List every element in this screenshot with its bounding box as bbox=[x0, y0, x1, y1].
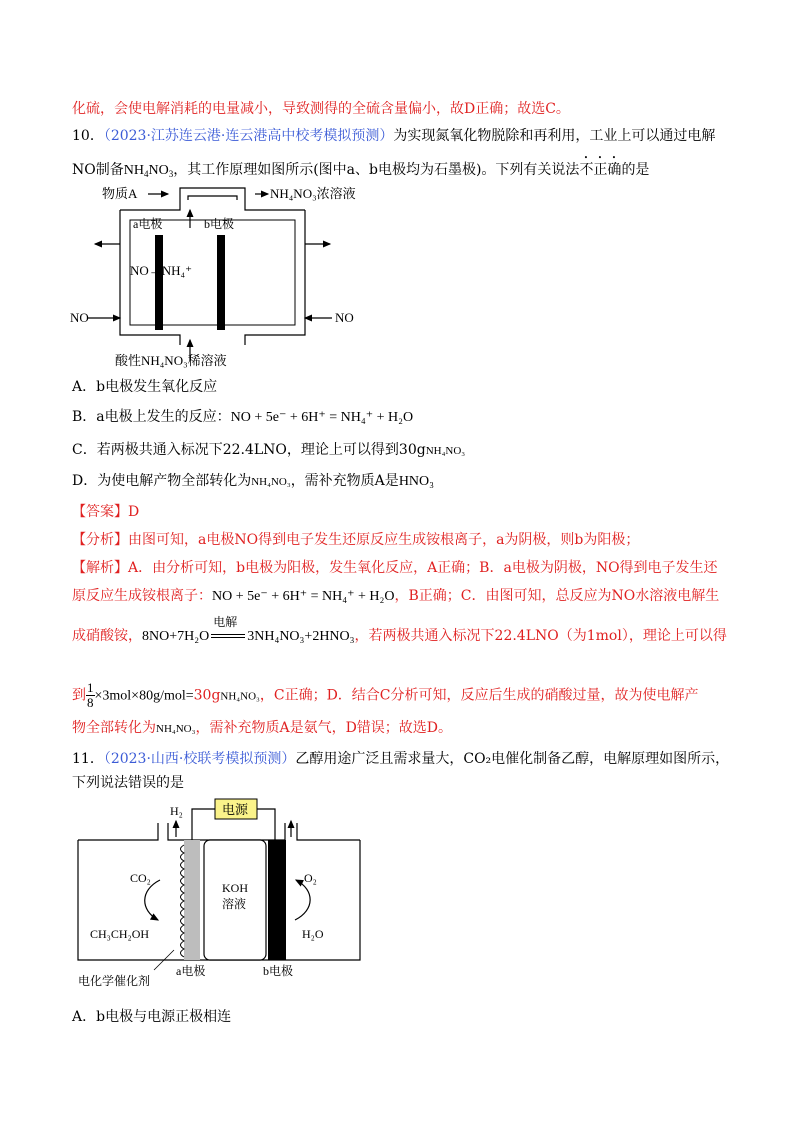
no-left-label: NO bbox=[70, 310, 89, 325]
explain-text: 到 bbox=[72, 687, 86, 704]
q11-stem-line1 bbox=[72, 750, 729, 768]
co2-label: CO₂ bbox=[130, 871, 151, 885]
electrode-a-bar bbox=[184, 840, 200, 960]
q11-stem-text: 乙醇用途广泛且需求量大，CO₂电催化制备乙醇，电解原理如图所示， bbox=[295, 751, 730, 767]
chem-formula: NH₄NO₃ bbox=[220, 690, 260, 703]
answer-line bbox=[72, 503, 139, 521]
product-label: NH₄NO₃浓溶液 bbox=[270, 186, 356, 201]
q10-electrolysis-diagram bbox=[70, 180, 356, 375]
explain-text: ，C正确；D．结合C分析可知，反应后生成的硝酸过量，故为使电解产 bbox=[259, 687, 699, 704]
equation-left: 8NO+7H₂O bbox=[142, 629, 210, 644]
q10-stem-text: 的是 bbox=[621, 162, 650, 178]
electrode-a-label: a电极 bbox=[133, 217, 163, 231]
explain-line4 bbox=[72, 681, 699, 710]
o2-label: O₂ bbox=[304, 871, 317, 885]
explain-text: 成硝酸铵， bbox=[72, 628, 142, 644]
option-c-text: C．若两极共通入标况下22.4LNO，理论上可以得到30g bbox=[72, 442, 426, 458]
explain-text: 物全部转化为 bbox=[72, 720, 156, 736]
q11-stem-line2: 下列说法错误的是 bbox=[72, 775, 184, 791]
explain-line1 bbox=[72, 559, 718, 577]
q10-stem-text: 为实现氮氧化物脱除和再利用，工业上可以通过电解 bbox=[393, 128, 716, 144]
electrode-b-bar bbox=[217, 235, 225, 330]
option-b-text: B．a电极上发生的反应： bbox=[72, 409, 231, 425]
electrode-b-label: b电极 bbox=[204, 217, 235, 231]
option-b-equation: NO + 5e⁻ + 6H⁺ = NH₄⁺ + H₂O bbox=[230, 410, 414, 425]
q11-electrolysis-diagram bbox=[70, 795, 370, 995]
chem-formula: HNO₃ bbox=[398, 474, 435, 489]
analysis-line bbox=[72, 531, 639, 549]
feed-label: 酸性NH₄NO₃稀溶液 bbox=[115, 353, 227, 368]
option-b[interactable] bbox=[72, 408, 413, 427]
q11-source: （2023·山西·校联考模拟预测） bbox=[103, 751, 296, 767]
electrode-b-bar bbox=[268, 840, 286, 960]
q11-number: 11． bbox=[72, 751, 104, 767]
catalyst-label: 电化学催化剂 bbox=[78, 974, 151, 988]
electrode-a-bar bbox=[155, 235, 163, 330]
koh-solution-label: 溶液 bbox=[222, 897, 247, 911]
analysis-text: 由图可知，a电极NO得到电子发生还原反应生成铵根离子，a为阴极，则b为阳极； bbox=[128, 532, 640, 548]
q10-stem-text: NO制备 bbox=[72, 162, 124, 178]
chem-formula: NH₄NO₃ bbox=[425, 445, 466, 457]
equation-right: 3NH₄NO₃+2HNO₃ bbox=[247, 629, 355, 644]
fraction bbox=[86, 681, 95, 710]
option-c[interactable] bbox=[72, 441, 465, 460]
explain-line3 bbox=[72, 615, 727, 646]
option-a[interactable]: A．b电极发生氧化反应 bbox=[72, 379, 218, 395]
q10-stem-text: ，其工作原理如图所示(图中a、b电极均为石墨极)。下列有关说法 bbox=[173, 162, 580, 178]
explain-text: ，B正确；C．由图可知，总反应为NO水溶液电解生 bbox=[394, 588, 720, 604]
explain-line5 bbox=[72, 719, 452, 738]
explain-equation: NO + 5e⁻ + 6H⁺ = NH₄⁺ + H₂O bbox=[212, 589, 395, 604]
emphasis-text: 不正确 bbox=[579, 162, 622, 178]
q10-stem-line2 bbox=[72, 154, 649, 180]
explain-text: 原反应生成铵根离子： bbox=[72, 588, 212, 604]
chem-formula: NH₄NO₃ bbox=[156, 723, 196, 735]
chem-formula: NH₄NO₃ bbox=[251, 476, 291, 488]
fraction-numerator: 1 bbox=[87, 680, 94, 695]
electrode-b-label: b电极 bbox=[263, 964, 294, 978]
q10-number: 10． bbox=[72, 128, 104, 144]
explain-label: 【解析】 bbox=[72, 560, 128, 576]
chem-formula: $NH_4NO_3$ bbox=[123, 163, 174, 179]
h2o-label: H₂O bbox=[302, 927, 324, 941]
equation-condition bbox=[209, 615, 247, 645]
h2-label: H₂ bbox=[170, 804, 183, 818]
q11-option-a[interactable]: A．b电极与电源正极相连 bbox=[72, 1009, 232, 1025]
explain-text: A．由分析可知，b电极为阳极，发生氧化反应，A正确；B．a电极为阴极，NO得到电子发生还 bbox=[128, 560, 718, 576]
continued-explanation: 化硫，会使电解消耗的电量减小，导致测得的全硫含量偏小，故D正确；故选C。 bbox=[72, 101, 570, 117]
answer-value: D bbox=[128, 504, 140, 520]
q10-source: （2023·江苏连云港·连云港高中校考模拟预测） bbox=[103, 128, 394, 144]
koh-label: KOH bbox=[222, 881, 248, 895]
calc-value: 30g bbox=[193, 687, 221, 704]
electrode-a-label: a电极 bbox=[176, 964, 206, 978]
fraction-denominator: 8 bbox=[87, 695, 94, 710]
option-d[interactable] bbox=[72, 472, 434, 491]
calc-text: ×3mol×80g/mol= bbox=[94, 688, 194, 704]
explain-text: ，若两极共通入标况下22.4LNO（为1mol），理论上可以得 bbox=[354, 628, 727, 644]
answer-label: 【答案】 bbox=[72, 504, 128, 520]
condition-text: 电解 bbox=[213, 615, 238, 629]
option-d-text: ，需补充物质A是 bbox=[290, 473, 399, 489]
no-right-label: NO bbox=[335, 310, 354, 325]
substance-a-label: 物质A bbox=[102, 186, 138, 201]
reaction-label: NO→NH₄⁺ bbox=[130, 263, 192, 278]
ethanol-label: CH₃CH₂OH bbox=[90, 927, 150, 941]
explain-text: ，需补充物质A是氨气，D错误；故选D。 bbox=[195, 720, 453, 736]
power-label: 电源 bbox=[222, 802, 249, 817]
explain-line2 bbox=[72, 587, 719, 606]
q10-stem-line1 bbox=[72, 127, 715, 145]
analysis-label: 【分析】 bbox=[72, 532, 128, 548]
option-d-text: D．为使电解产物全部转化为 bbox=[72, 473, 252, 489]
